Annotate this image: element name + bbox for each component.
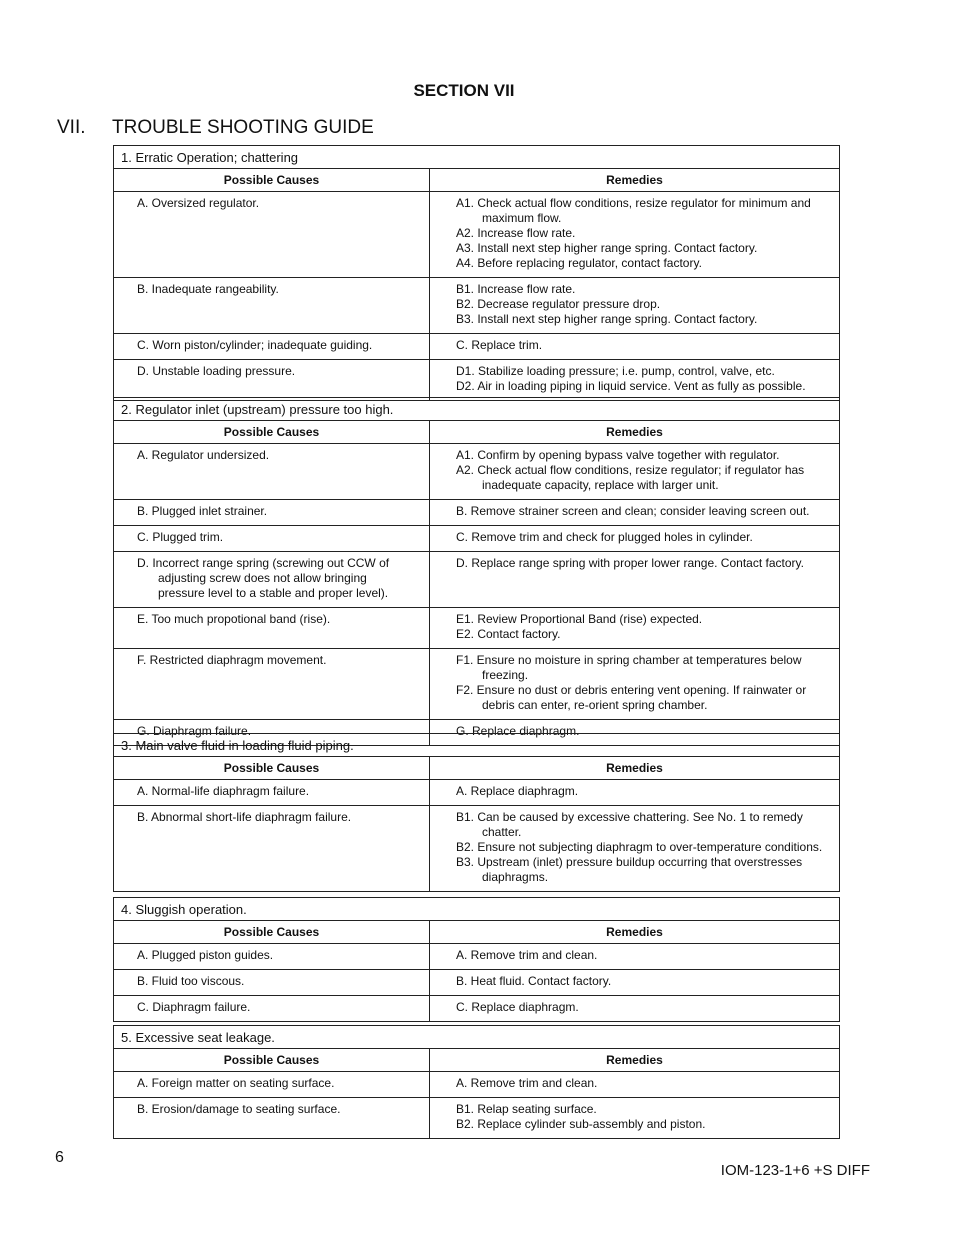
document-id: IOM-123-1+6 +S DIFF: [720, 1162, 870, 1179]
remedy-cell: [430, 500, 840, 526]
trouble-table-title: 2. Regulator inlet (upstream) pressure too high.: [114, 398, 839, 421]
causes-remedies-table: [114, 421, 839, 745]
cause-text: B. Fluid too viscous.: [137, 974, 245, 988]
table-row: [114, 1098, 839, 1139]
cause-text: B. Plugged inlet strainer.: [137, 504, 268, 518]
remedy-text: C. Remove trim and check for plugged holes in cylinder.: [456, 530, 753, 544]
table-row: [114, 360, 839, 401]
remedy-cell: [430, 444, 840, 500]
trouble-table-title: 1. Erratic Operation; chattering: [114, 146, 839, 169]
cause-cell: [114, 444, 430, 500]
remedy-text: B. Remove strainer screen and clean; consider leaving screen out.: [456, 504, 810, 518]
cause-text: A. Foreign matter on seating surface.: [137, 1076, 335, 1090]
cause-text: E. Too much propotional band (rise).: [137, 612, 331, 626]
remedies-header: Remedies: [430, 1049, 840, 1072]
remedy-text: C. Replace trim.: [456, 338, 543, 352]
trouble-table-2: [113, 397, 840, 746]
cause-cell: [114, 806, 430, 892]
trouble-table-1: [113, 145, 840, 401]
cause-text: D. Incorrect range spring (screwing out CCW of adjusting screw does not allow bringing pressure level to a stable and proper level).: [137, 556, 390, 600]
cause-text: C. Diaphragm failure.: [137, 1000, 251, 1014]
cause-text: B. Erosion/damage to seating surface.: [137, 1102, 341, 1116]
remedy-cell: [430, 608, 840, 649]
table-row: [114, 649, 839, 720]
remedy-cell: [430, 1072, 840, 1098]
trouble-table-title: 5. Excessive seat leakage.: [114, 1026, 839, 1049]
remedy-text: B. Heat fluid. Contact factory.: [456, 974, 612, 988]
cause-text: G. Diaphragm failure.: [137, 724, 252, 738]
remedy-text: A2. Increase flow rate.: [456, 226, 576, 240]
cause-cell: [114, 334, 430, 360]
remedies-header: Remedies: [430, 757, 840, 780]
cause-cell: [114, 278, 430, 334]
remedy-text: C. Replace diaphragm.: [456, 1000, 579, 1014]
causes-remedies-table: [114, 169, 839, 400]
remedy-cell: [430, 806, 840, 892]
trouble-table-title: 3. Main valve fluid in loading fluid piping.: [114, 734, 839, 757]
remedy-text: A1. Check actual flow conditions, resize regulator for minimum and maximum flow.: [456, 196, 811, 225]
table-row: [114, 1072, 839, 1098]
cause-cell: [114, 649, 430, 720]
cause-text: A. Normal-life diaphragm failure.: [137, 784, 310, 798]
remedy-text: D. Replace range spring with proper lower range. Contact factory.: [456, 556, 804, 570]
remedy-text: B2. Decrease regulator pressure drop.: [456, 297, 661, 311]
cause-text: A. Plugged piston guides.: [137, 948, 274, 962]
cause-text: A. Oversized regulator.: [137, 196, 260, 210]
remedy-text: A. Remove trim and clean.: [456, 1076, 598, 1090]
remedy-cell: [430, 944, 840, 970]
trouble-table-title: 4. Sluggish operation.: [114, 898, 839, 921]
page-number: 6: [55, 1149, 64, 1166]
cause-cell: [114, 360, 430, 401]
remedy-text: A4. Before replacing regulator, contact factory.: [456, 256, 702, 270]
remedy-cell: [430, 334, 840, 360]
possible-causes-header: Possible Causes: [114, 757, 430, 780]
cause-cell: [114, 500, 430, 526]
remedy-text: A2. Check actual flow conditions, resize regulator; if regulator has inadequate capacity, replace with larger unit.: [456, 463, 805, 492]
table-row: [114, 608, 839, 649]
possible-causes-header: Possible Causes: [114, 421, 430, 444]
remedies-header: Remedies: [430, 421, 840, 444]
cause-text: D. Unstable loading pressure.: [137, 364, 296, 378]
trouble-table-3: [113, 733, 840, 892]
guide-title: [57, 117, 374, 139]
cause-text: A. Regulator undersized.: [137, 448, 270, 462]
table-row: [114, 996, 839, 1022]
guide-number: VII.: [57, 117, 86, 138]
cause-cell: [114, 996, 430, 1022]
remedy-cell: [430, 552, 840, 608]
remedy-cell: [430, 970, 840, 996]
remedy-text: D2. Air in loading piping in liquid service. Vent as fully as possible.: [456, 379, 806, 393]
remedy-text: D1. Stabilize loading pressure; i.e. pump, control, valve, etc.: [456, 364, 775, 378]
remedy-text: B1. Can be caused by excessive chattering. See No. 1 to remedy chatter.: [456, 810, 803, 839]
table-row: [114, 780, 839, 806]
cause-cell: [114, 1098, 430, 1139]
remedy-cell: [430, 780, 840, 806]
remedy-text: A. Replace diaphragm.: [456, 784, 579, 798]
possible-causes-header: Possible Causes: [114, 1049, 430, 1072]
table-row: [114, 970, 839, 996]
cause-text: B. Abnormal short-life diaphragm failure.: [137, 810, 352, 824]
table-row: [114, 500, 839, 526]
remedy-cell: [430, 996, 840, 1022]
cause-text: C. Plugged trim.: [137, 530, 224, 544]
table-row: [114, 526, 839, 552]
cause-cell: [114, 970, 430, 996]
remedy-text: F1. Ensure no moisture in spring chamber at temperatures below freezing.: [456, 653, 802, 682]
section-title: SECTION VII: [413, 81, 515, 100]
cause-text: B. Inadequate rangeability.: [137, 282, 279, 296]
remedy-text: B3. Upstream (inlet) pressure buildup occurring that overstresses diaphragms.: [456, 855, 803, 884]
remedy-cell: [430, 1098, 840, 1139]
table-row: [114, 444, 839, 500]
trouble-table-5: [113, 1025, 840, 1139]
remedy-text: A3. Install next step higher range spring. Contact factory.: [456, 241, 758, 255]
cause-cell: [114, 780, 430, 806]
remedy-text: F2. Ensure no dust or debris entering vent opening. If rainwater or debris can enter, re-orient spring chamber.: [456, 683, 807, 712]
cause-text: C. Worn piston/cylinder; inadequate guiding.: [137, 338, 373, 352]
causes-remedies-table: [114, 921, 839, 1021]
causes-remedies-table: [114, 757, 839, 891]
cause-cell: [114, 944, 430, 970]
possible-causes-header: Possible Causes: [114, 921, 430, 944]
cause-cell: [114, 552, 430, 608]
table-row: [114, 944, 839, 970]
remedies-header: Remedies: [430, 921, 840, 944]
remedy-cell: [430, 526, 840, 552]
table-row: [114, 552, 839, 608]
remedy-cell: [430, 360, 840, 401]
remedy-text: B2. Ensure not subjecting diaphragm to over-temperature conditions.: [456, 840, 823, 854]
remedy-text: B2. Replace cylinder sub-assembly and piston.: [456, 1117, 706, 1131]
remedy-text: B1. Increase flow rate.: [456, 282, 576, 296]
table-row: [114, 806, 839, 892]
cause-text: F. Restricted diaphragm movement.: [137, 653, 327, 667]
table-row: [114, 192, 839, 278]
cause-cell: [114, 1072, 430, 1098]
possible-causes-header: Possible Causes: [114, 169, 430, 192]
remedy-text: E1. Review Proportional Band (rise) expected.: [456, 612, 703, 626]
remedy-text: B1. Relap seating surface.: [456, 1102, 597, 1116]
remedy-text: G. Replace diaphragm.: [456, 724, 580, 738]
table-row: [114, 278, 839, 334]
cause-cell: [114, 192, 430, 278]
remedy-cell: [430, 649, 840, 720]
remedy-text: E2. Contact factory.: [456, 627, 561, 641]
guide-title-text: TROUBLE SHOOTING GUIDE: [112, 117, 374, 138]
remedy-cell: [430, 278, 840, 334]
remedy-text: B3. Install next step higher range spring. Contact factory.: [456, 312, 758, 326]
remedy-cell: [430, 192, 840, 278]
remedy-text: A1. Confirm by opening bypass valve together with regulator.: [456, 448, 780, 462]
remedy-text: A. Remove trim and clean.: [456, 948, 598, 962]
table-row: [114, 334, 839, 360]
cause-cell: [114, 608, 430, 649]
remedies-header: Remedies: [430, 169, 840, 192]
trouble-table-4: [113, 897, 840, 1022]
causes-remedies-table: [114, 1049, 839, 1138]
cause-cell: [114, 526, 430, 552]
